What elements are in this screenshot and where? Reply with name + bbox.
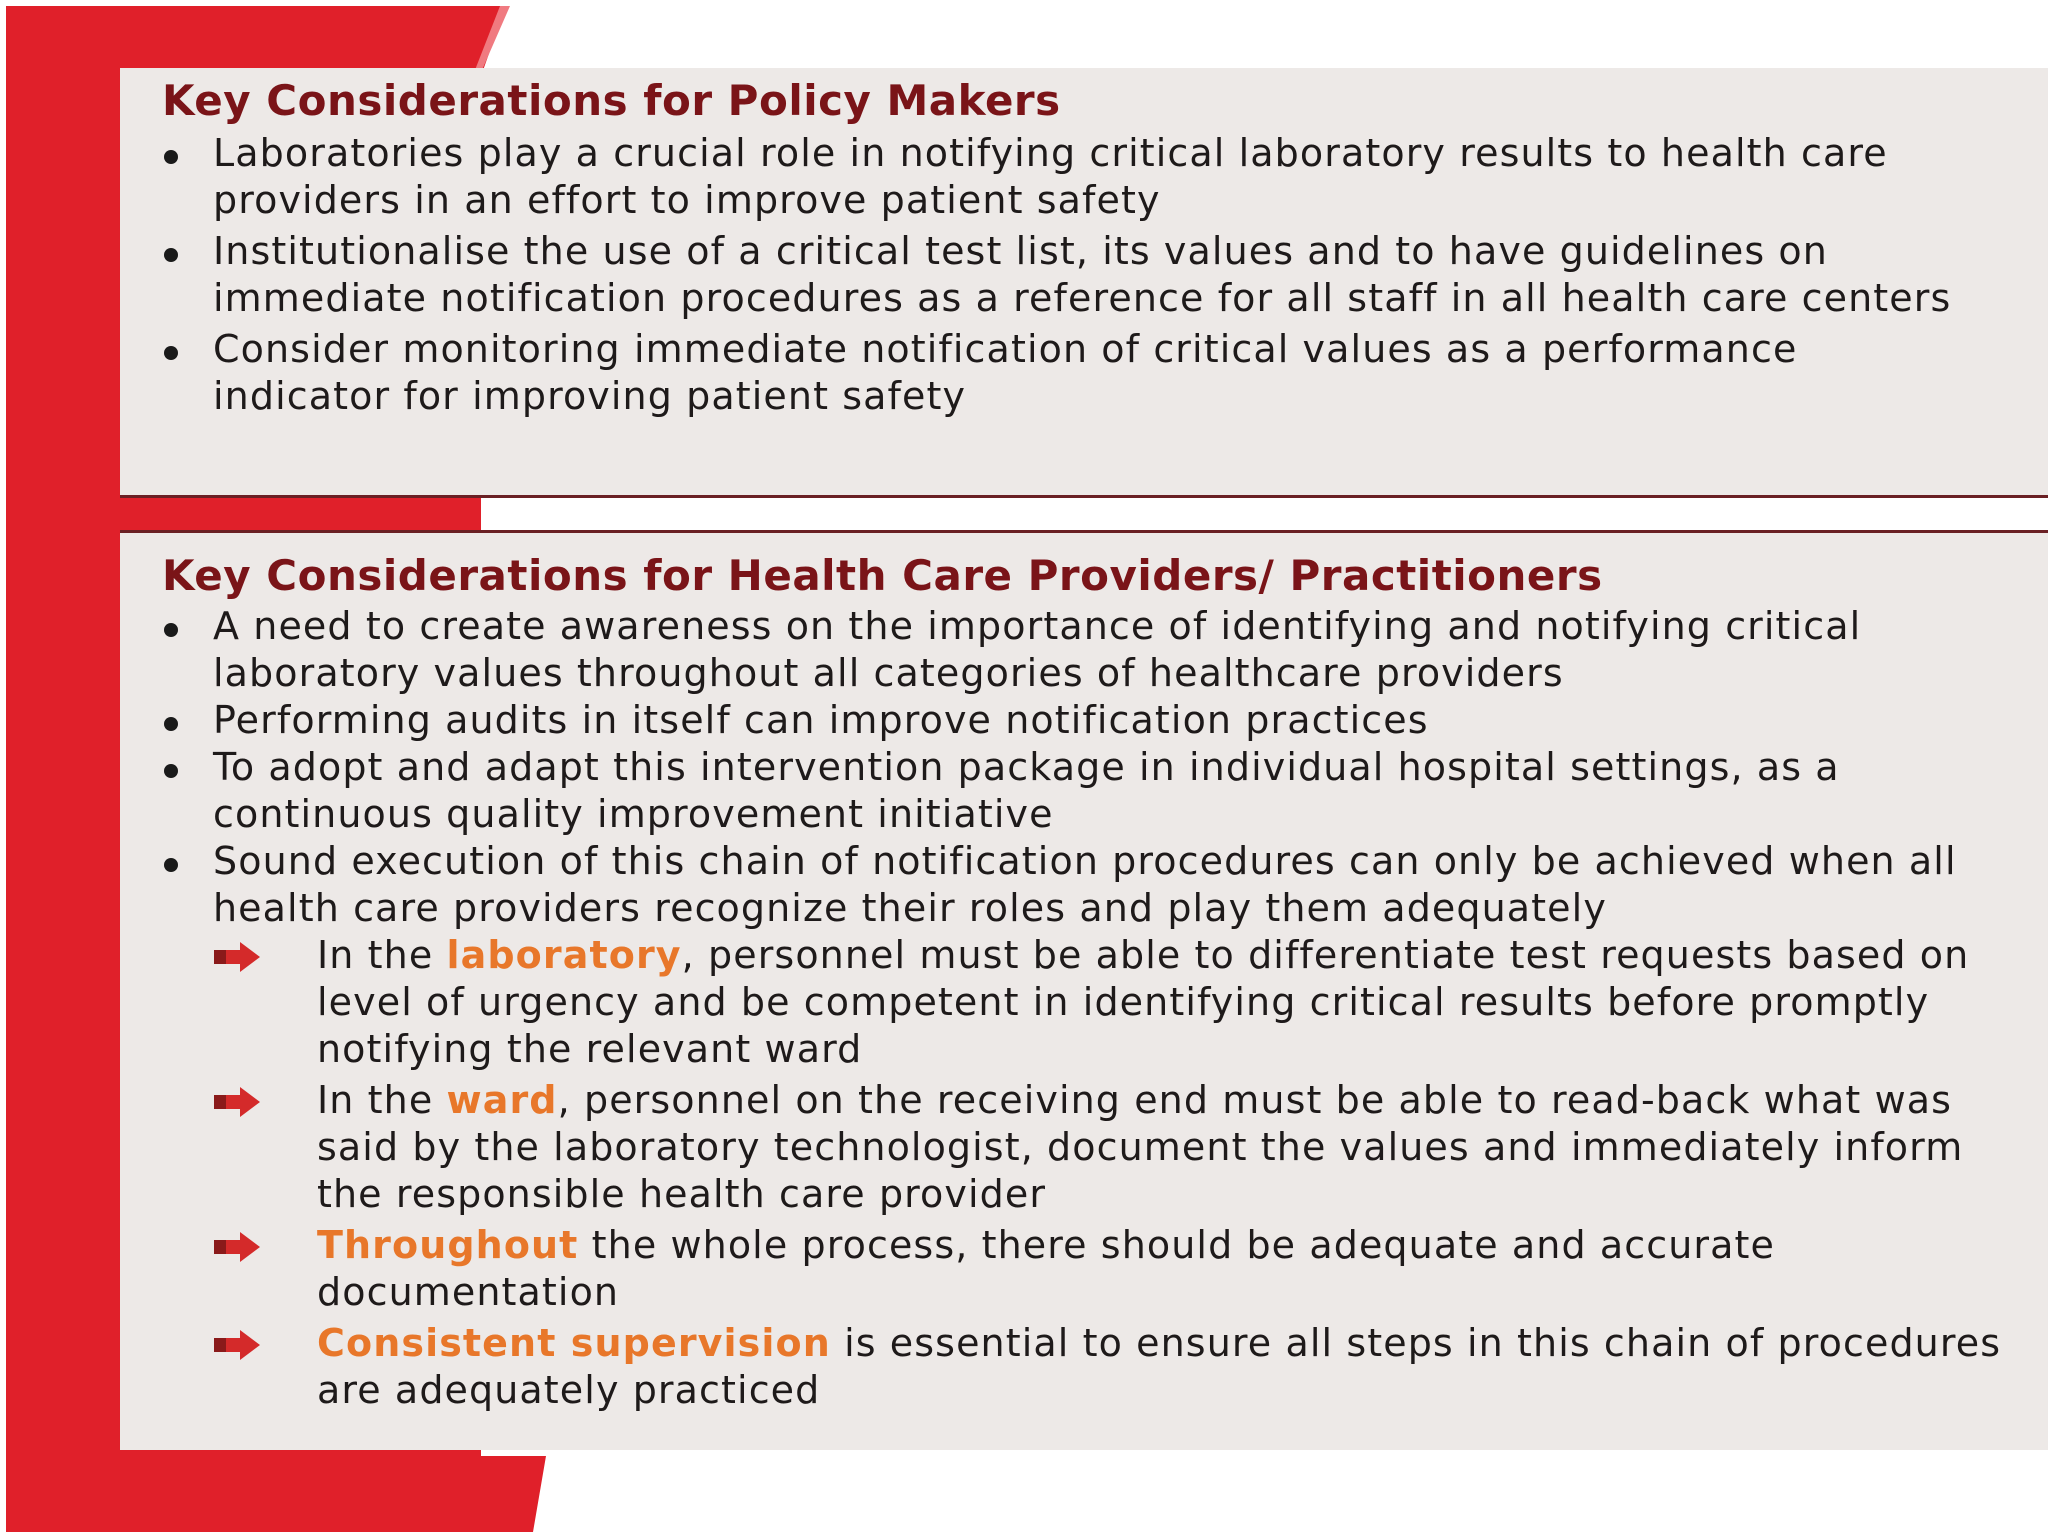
policy-makers-panel [120,68,2048,498]
providers-heading: Key Considerations for Health Care Providers/ Practitioners [162,551,1603,600]
highlight-consistent-supervision: Consistent supervision [317,1321,831,1365]
highlight-throughout: Throughout [317,1223,579,1267]
sub-list-item: Throughout the whole process, there should be adequate and accurate documentation [120,1222,1980,1316]
list-item: A need to create awareness on the importance of identifying and notifying critical laboratory values throughout all categories of healthcare providers [120,603,2048,697]
sub-list-item: In the ward, personnel on the receiving end must be able to read-back what was said by the laboratory technologist, document the values and immediately inform the responsible health care provider [120,1077,2020,1218]
arrow-right-icon [214,1330,266,1360]
list-item: Consider monitoring immediate notification of critical values as a performance indicator for improving patient safety [120,326,1950,420]
sub-list-item: Consistent supervision is essential to ensure all steps in this chain of procedures are adequately practiced [120,1320,2040,1414]
policy-makers-list [120,130,2048,420]
list-item: Performing audits in itself can improve notification practices [120,697,2048,744]
highlight-laboratory: laboratory [446,933,682,977]
policy-makers-heading: Key Considerations for Policy Makers [162,76,1061,125]
sub-list-item: In the laboratory, personnel must be able to differentiate test requests based on level of urgency and be competent in identifying critical results before promptly notifying the relevant ward [120,932,2020,1073]
list-item: To adopt and adapt this intervention package in individual hospital settings, as a continuous quality improvement initiative [120,744,2000,838]
arrow-right-icon [214,1087,266,1117]
list-item: Laboratories play a crucial role in notifying critical laboratory results to health care providers in an effort to improve patient safety [120,130,2000,224]
providers-panel [120,530,2048,1450]
arrow-right-icon [214,1232,266,1262]
highlight-ward: ward [446,1078,558,1122]
list-item: Sound execution of this chain of notification procedures can only be achieved when all health care providers recognize their roles and play them adequately [120,838,2048,932]
providers-list [120,603,2048,1414]
arrow-right-icon [214,942,266,972]
list-item: Institutionalise the use of a critical test list, its values and to have guidelines on immediate notification procedures as a reference for all staff in all health care centers [120,228,2048,322]
